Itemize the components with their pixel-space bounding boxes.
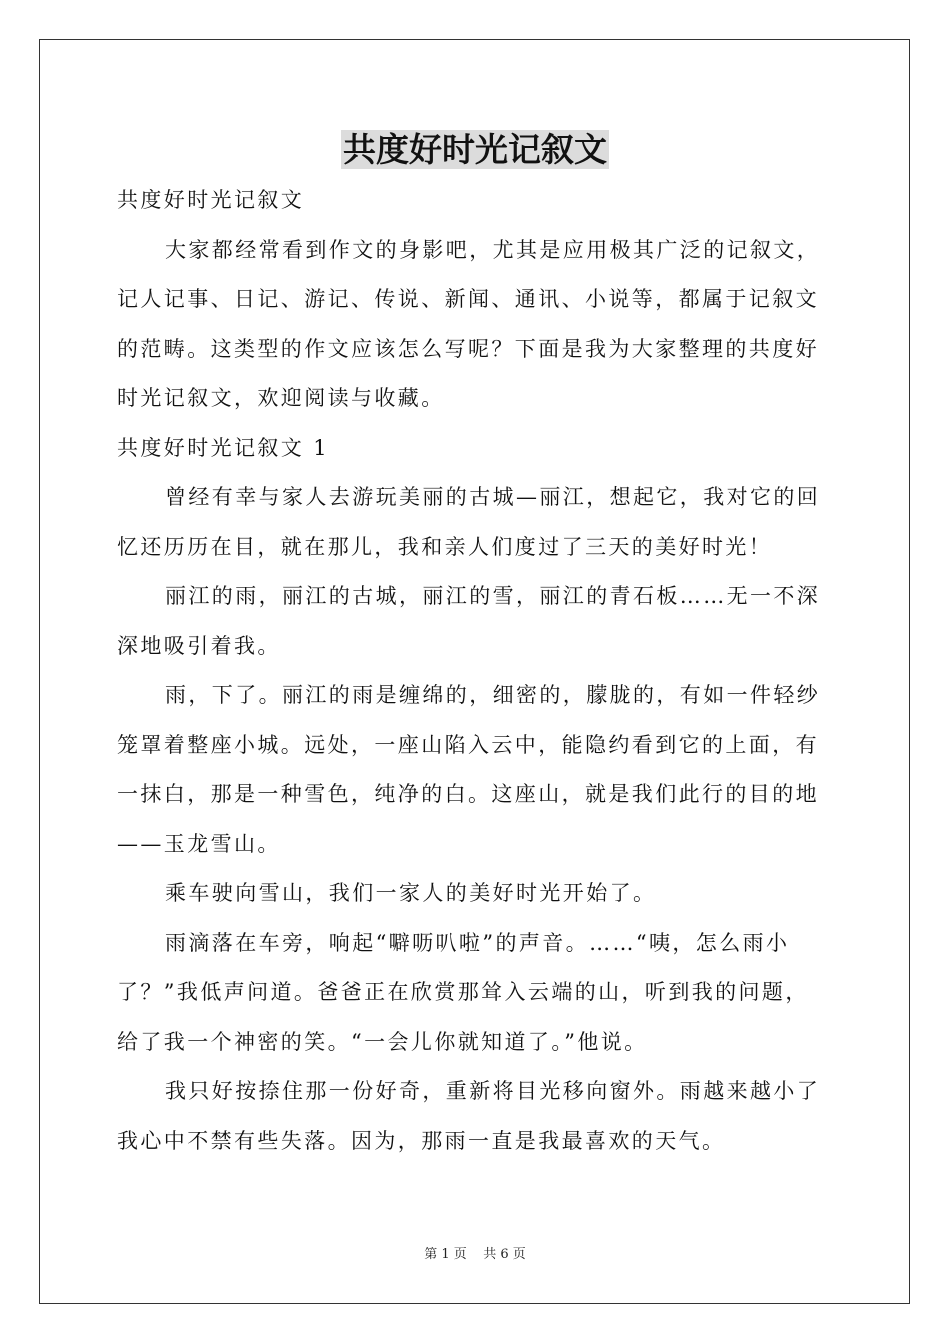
text-line: 笼罩着整座小城。远处，一座山陷入云中，能隐约看到它的上面，有 bbox=[117, 732, 819, 757]
text-line: 大家都经常看到作文的身影吧，尤其是应用极其广泛的记叙文， bbox=[165, 237, 821, 262]
page-footer: 第 1 页 共 6 页 bbox=[424, 1247, 526, 1262]
text-line: 共度好时光记叙文 1 bbox=[117, 435, 330, 460]
document-title bbox=[0, 128, 950, 172]
document-body bbox=[117, 176, 835, 1166]
text-line: 给了我一个神密的笑。“一会儿你就知道了。”他说。 bbox=[117, 1029, 648, 1054]
text-line: 曾经有幸与家人去游玩美丽的古城—丽江，想起它，我对它的回 bbox=[165, 485, 821, 509]
text-line: 雨滴落在车旁，响起“噼呖叭啦”的声音。……“咦，怎么雨小 bbox=[165, 930, 790, 955]
text-line: 深地吸引着我。 bbox=[117, 633, 281, 658]
text-line: 我心中不禁有些失落。因为，那雨一直是我最喜欢的天气。 bbox=[117, 1128, 726, 1153]
text-line: 的范畴。这类型的作文应该怎么写呢？下面是我为大家整理的共度好 bbox=[117, 336, 819, 361]
text-line: 一抹白，那是一种雪色，纯净的白。这座山，就是我们此行的目的地 bbox=[117, 782, 819, 806]
text-line: ——玉龙雪山。 bbox=[117, 831, 281, 856]
text-line: 乘车驶向雪山，我们一家人的美好时光开始了。 bbox=[165, 881, 657, 905]
text-line: 我只好按捺住那一份好奇，重新将目光移向窗外。雨越来越小了 bbox=[165, 1079, 821, 1103]
text-line: 共度好时光记叙文 bbox=[117, 188, 305, 212]
text-line: 丽江的雨，丽江的古城，丽江的雪，丽江的青石板……无一不深 bbox=[165, 584, 821, 608]
text-line: 时光记叙文，欢迎阅读与收藏。 bbox=[117, 386, 445, 410]
text-line: 记人记事、日记、游记、传说、新闻、通讯、小说等，都属于记叙文 bbox=[117, 287, 819, 311]
document-title-text: 共度好时光记叙文 bbox=[343, 130, 607, 169]
text-line: 雨，下了。丽江的雨是缠绵的，细密的，朦胧的，有如一件轻纱 bbox=[165, 683, 821, 707]
text-line: 忆还历历在目，就在那儿，我和亲人们度过了三天的美好时光！ bbox=[117, 534, 773, 559]
text-line: 了？”我低声问道。爸爸正在欣赏那耸入云端的山，听到我的问题， bbox=[117, 980, 809, 1004]
